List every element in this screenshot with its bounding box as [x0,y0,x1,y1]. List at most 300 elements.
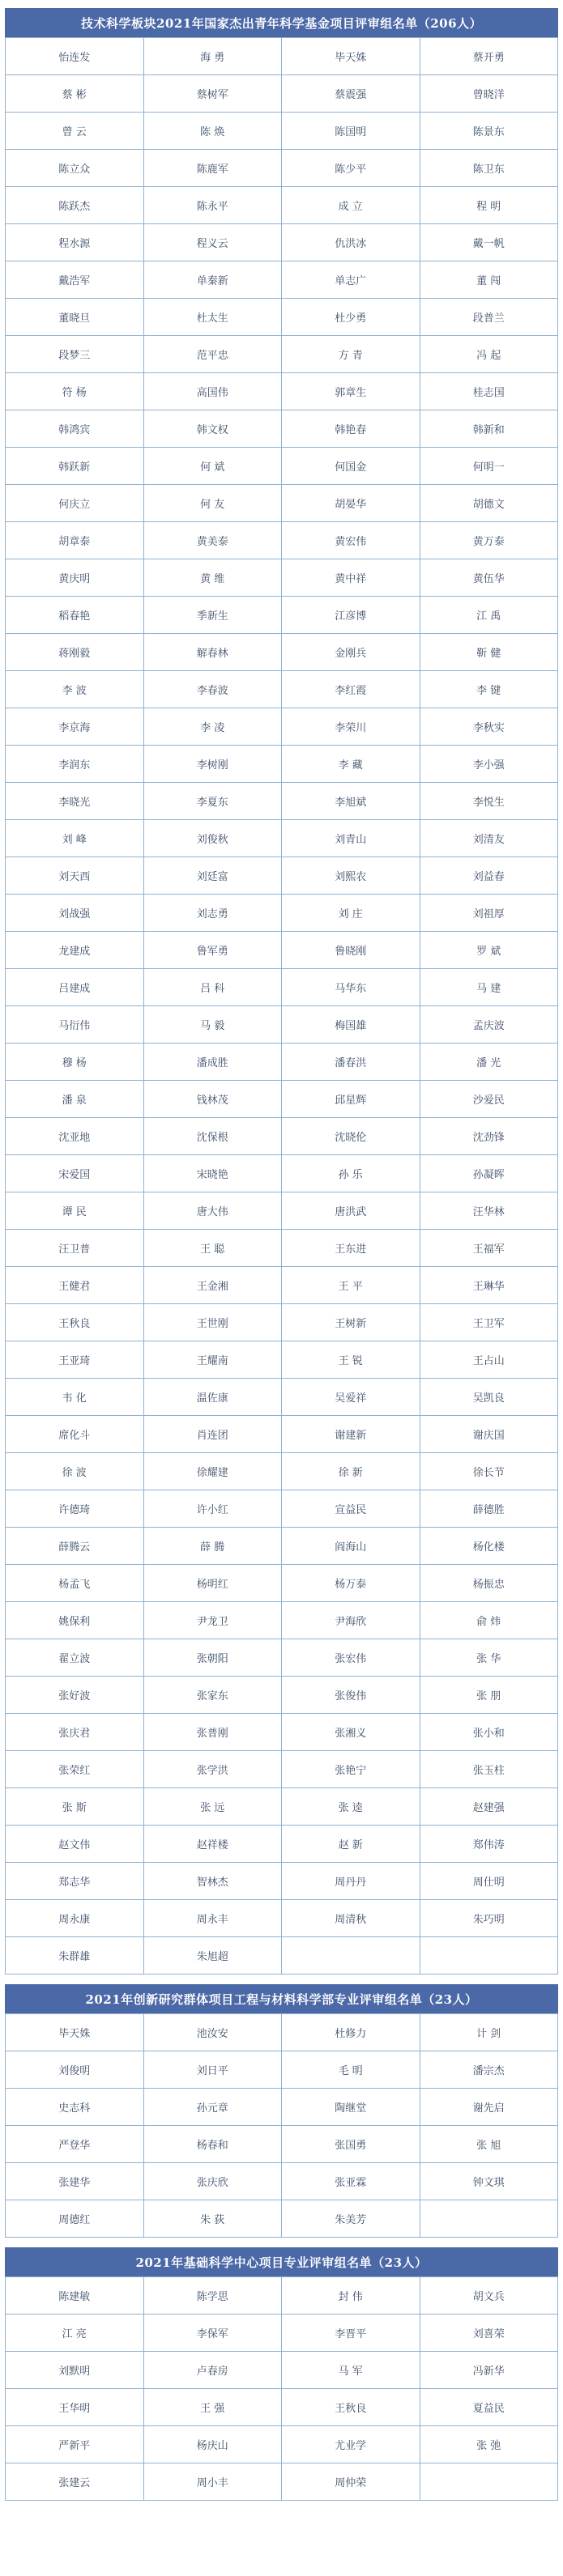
member-name-cell: 张 远 [143,1788,282,1826]
member-name-cell: 马 建 [420,969,558,1006]
member-name-cell: 周仲荣 [282,2463,420,2501]
table-row [6,1230,558,1267]
member-name-cell: 董晓旦 [6,299,144,336]
member-name-cell: 郑伟涛 [420,1826,558,1863]
member-name-cell: 鲁晓刚 [282,932,420,969]
member-name-cell [420,2463,558,2501]
table-row [6,820,558,857]
member-name-cell: 黄庆明 [6,559,144,597]
member-name-cell: 王金湘 [143,1267,282,1304]
member-name-cell: 刘 峰 [6,820,144,857]
member-name-cell: 董 闯 [420,261,558,299]
member-name-cell: 张艳宁 [282,1751,420,1788]
member-name-cell: 李旭斌 [282,783,420,820]
table-row [6,1118,558,1155]
member-name-cell: 潘宗杰 [420,2051,558,2089]
member-name-cell: 程义云 [143,224,282,261]
member-name-cell: 程 明 [420,187,558,224]
member-name-cell: 李京海 [6,708,144,746]
member-name-cell: 江彦博 [282,597,420,634]
member-name-cell: 刘 庄 [282,895,420,932]
table-row [6,1006,558,1044]
table-row [6,410,558,448]
member-name-cell: 卢春房 [143,2352,282,2389]
member-name-cell: 范平忠 [143,336,282,373]
table-row [6,2352,558,2389]
table-row [6,1453,558,1490]
member-name-cell: 蔡开勇 [420,38,558,75]
member-name-cell: 王耀南 [143,1341,282,1379]
member-name-cell: 罗 斌 [420,932,558,969]
table-row [6,224,558,261]
member-name-cell: 沙爱民 [420,1081,558,1118]
member-name-cell: 冯 起 [420,336,558,373]
table-row [6,2014,558,2051]
table-row [6,2051,558,2089]
member-name-cell: 孟庆波 [420,1006,558,1044]
member-name-cell: 沈亚地 [6,1118,144,1155]
member-name-cell: 李树刚 [143,746,282,783]
member-name-cell: 薛德胜 [420,1490,558,1528]
member-name-cell: 王琳华 [420,1267,558,1304]
member-name-cell: 靳 健 [420,634,558,671]
table-row [6,969,558,1006]
member-name-cell: 严登华 [6,2126,144,2163]
member-name-cell: 张荣红 [6,1751,144,1788]
table-row [6,1639,558,1677]
member-name-cell: 计 剑 [420,2014,558,2051]
member-name-cell: 吴爱祥 [282,1379,420,1416]
member-name-cell: 何 斌 [143,448,282,485]
member-name-cell: 张 弛 [420,2426,558,2463]
member-name-cell: 智林杰 [143,1863,282,1900]
member-name-cell: 潘 泉 [6,1081,144,1118]
member-name-cell: 杨孟飞 [6,1565,144,1602]
member-name-cell: 陈永平 [143,187,282,224]
table-row [6,1937,558,1975]
member-name-cell: 陈鹿军 [143,150,282,187]
member-name-cell: 陈景东 [420,113,558,150]
member-name-cell: 张宏伟 [282,1639,420,1677]
member-name-cell: 李夏东 [143,783,282,820]
member-name-cell: 季新生 [143,597,282,634]
member-name-cell: 陈国明 [282,113,420,150]
table-row [6,671,558,708]
table-row [6,932,558,969]
member-name-cell: 周小丰 [143,2463,282,2501]
member-name-cell: 赵建强 [420,1788,558,1826]
member-name-cell: 胡文兵 [420,2277,558,2315]
member-name-cell: 张建华 [6,2163,144,2200]
table-row [6,2200,558,2238]
member-name-cell: 何庆立 [6,485,144,522]
table-row [6,1341,558,1379]
table-row [6,1044,558,1081]
member-name-cell: 刘天西 [6,857,144,895]
member-name-cell: 李春波 [143,671,282,708]
section-title: 2021年基础科学中心项目专业评审组名单（23人） [5,2247,558,2276]
member-name-cell: 池汝安 [143,2014,282,2051]
member-name-cell: 王华明 [6,2389,144,2426]
member-name-cell [282,1937,420,1975]
member-name-cell: 沈保根 [143,1118,282,1155]
table-row [6,373,558,410]
table-row [6,634,558,671]
member-name-cell: 钟文琪 [420,2163,558,2200]
member-name-cell: 韩新和 [420,410,558,448]
member-name-cell: 杨明红 [143,1565,282,1602]
member-name-cell: 李保军 [143,2315,282,2352]
table-row [6,2163,558,2200]
member-name-cell: 刘廷富 [143,857,282,895]
member-name-cell: 段梦三 [6,336,144,373]
table-row [6,1714,558,1751]
table-row [6,1490,558,1528]
table-row [6,1677,558,1714]
member-name-cell: 周丹丹 [282,1863,420,1900]
member-name-cell: 周德红 [6,2200,144,2238]
member-name-cell: 黄中祥 [282,559,420,597]
section-title: 技术科学板块2021年国家杰出青年科学基金项目评审组名单（206人） [5,8,558,37]
member-name-cell: 陈卫东 [420,150,558,187]
member-name-cell: 谢建新 [282,1416,420,1453]
member-name-cell: 刘清友 [420,820,558,857]
member-name-cell: 吕 科 [143,969,282,1006]
member-name-cell: 张国勇 [282,2126,420,2163]
member-name-cell: 张俊伟 [282,1677,420,1714]
table-row [6,597,558,634]
member-name-cell: 姚保利 [6,1602,144,1639]
member-name-cell: 胡章泰 [6,522,144,559]
member-name-cell: 张 斯 [6,1788,144,1826]
member-name-cell: 解春林 [143,634,282,671]
table-row [6,1900,558,1937]
member-name-cell: 毕天姝 [6,2014,144,2051]
member-name-cell: 杨化楼 [420,1528,558,1565]
member-name-cell: 汪华林 [420,1192,558,1230]
member-name-cell: 许德琦 [6,1490,144,1528]
section-basic-science-center-panel [5,2247,558,2501]
member-name-cell: 张 朋 [420,1677,558,1714]
member-name-cell: 穆 杨 [6,1044,144,1081]
names-table [5,2013,558,2238]
table-row [6,1416,558,1453]
table-row [6,1788,558,1826]
member-name-cell: 唐洪武 [282,1192,420,1230]
member-name-cell: 潘 光 [420,1044,558,1081]
member-name-cell: 席化斗 [6,1416,144,1453]
member-name-cell: 王亚琦 [6,1341,144,1379]
member-name-cell: 李 藏 [282,746,420,783]
table-row [6,1602,558,1639]
member-name-cell: 刘祖厚 [420,895,558,932]
member-name-cell: 李晓光 [6,783,144,820]
table-row [6,1751,558,1788]
member-name-cell: 段普兰 [420,299,558,336]
member-name-cell: 何 友 [143,485,282,522]
member-name-cell: 张家东 [143,1677,282,1714]
page [5,0,558,2501]
member-name-cell: 单秦新 [143,261,282,299]
member-name-cell: 张普刚 [143,1714,282,1751]
member-name-cell: 李晋平 [282,2315,420,2352]
member-name-cell: 江 禹 [420,597,558,634]
member-name-cell: 王占山 [420,1341,558,1379]
table-row [6,1155,558,1192]
table-row [6,2277,558,2315]
table-row [6,1379,558,1416]
member-name-cell: 赵 新 [282,1826,420,1863]
member-name-cell: 陈 焕 [143,113,282,150]
member-name-cell: 王秋良 [6,1304,144,1341]
member-name-cell: 黄宏伟 [282,522,420,559]
member-name-cell: 宋晓艳 [143,1155,282,1192]
member-name-cell: 程水源 [6,224,144,261]
member-name-cell: 王东进 [282,1230,420,1267]
member-name-cell: 孙 乐 [282,1155,420,1192]
member-name-cell: 韩跃新 [6,448,144,485]
member-name-cell: 刘熙农 [282,857,420,895]
member-name-cell: 毛 明 [282,2051,420,2089]
member-name-cell: 黄 维 [143,559,282,597]
member-name-cell: 刘日平 [143,2051,282,2089]
member-name-cell: 王 平 [282,1267,420,1304]
member-name-cell: 唐大伟 [143,1192,282,1230]
table-row [6,1826,558,1863]
member-name-cell: 封 伟 [282,2277,420,2315]
section-title: 2021年创新研究群体项目工程与材料科学部专业评审组名单（23人） [5,1984,558,2013]
member-name-cell: 刘志勇 [143,895,282,932]
member-name-cell: 李润东 [6,746,144,783]
member-name-cell: 蔡震强 [282,75,420,113]
member-name-cell: 徐耀建 [143,1453,282,1490]
table-row [6,261,558,299]
member-name-cell: 郭章生 [282,373,420,410]
names-table [5,2276,558,2501]
member-name-cell: 黄伍华 [420,559,558,597]
table-row [6,559,558,597]
member-name-cell: 郑志华 [6,1863,144,1900]
member-name-cell: 朱 荻 [143,2200,282,2238]
member-name-cell: 朱美芳 [282,2200,420,2238]
member-name-cell: 孙元章 [143,2089,282,2126]
table-row [6,448,558,485]
section-tech-science-panel [5,8,558,1975]
member-name-cell: 蒋刚毅 [6,634,144,671]
member-name-cell: 张小和 [420,1714,558,1751]
member-name-cell: 沈晓伦 [282,1118,420,1155]
member-name-cell: 曾晓洋 [420,75,558,113]
member-name-cell: 徐 新 [282,1453,420,1490]
member-name-cell: 王 强 [143,2389,282,2426]
member-name-cell: 周永康 [6,1900,144,1937]
member-name-cell: 韩鸿宾 [6,410,144,448]
member-name-cell: 韩艳春 [282,410,420,448]
table-row [6,1267,558,1304]
member-name-cell: 张庆欣 [143,2163,282,2200]
member-name-cell: 王树新 [282,1304,420,1341]
member-name-cell: 周清秋 [282,1900,420,1937]
member-name-cell: 薛 腾 [143,1528,282,1565]
member-name-cell: 周永丰 [143,1900,282,1937]
member-name-cell: 怡连发 [6,38,144,75]
member-name-cell: 王卫军 [420,1304,558,1341]
table-row [6,1192,558,1230]
member-name-cell: 马 军 [282,2352,420,2389]
member-name-cell: 梅国雄 [282,1006,420,1044]
member-name-cell: 张建云 [6,2463,144,2501]
names-table [5,37,558,1975]
member-name-cell: 张 逵 [282,1788,420,1826]
member-name-cell: 刘俊秋 [143,820,282,857]
member-name-cell: 谢先启 [420,2089,558,2126]
table-row [6,1565,558,1602]
table-row [6,783,558,820]
member-name-cell: 刘俊明 [6,2051,144,2089]
member-name-cell: 江 亮 [6,2315,144,2352]
member-name-cell: 戴一帆 [420,224,558,261]
member-name-cell: 仇洪冰 [282,224,420,261]
member-name-cell: 张庆君 [6,1714,144,1751]
member-name-cell: 桂志国 [420,373,558,410]
member-name-cell: 刘益春 [420,857,558,895]
member-name-cell: 胡德文 [420,485,558,522]
member-name-cell: 陈立众 [6,150,144,187]
member-name-cell: 尹龙卫 [143,1602,282,1639]
member-name-cell: 肖连团 [143,1416,282,1453]
member-name-cell: 陈少平 [282,150,420,187]
table-row [6,1304,558,1341]
member-name-cell: 张亚霖 [282,2163,420,2200]
member-name-cell: 符 杨 [6,373,144,410]
member-name-cell: 鲁军勇 [143,932,282,969]
member-name-cell: 杜少勇 [282,299,420,336]
member-name-cell: 尹海欣 [282,1602,420,1639]
member-name-cell: 曾 云 [6,113,144,150]
member-name-cell: 李小强 [420,746,558,783]
member-name-cell: 周仕明 [420,1863,558,1900]
member-name-cell: 蔡树军 [143,75,282,113]
table-row [6,1863,558,1900]
member-name-cell [420,2200,558,2238]
member-name-cell: 胡晏华 [282,485,420,522]
member-name-cell: 海 勇 [143,38,282,75]
member-name-cell: 朱巧明 [420,1900,558,1937]
member-name-cell: 李荣川 [282,708,420,746]
member-name-cell: 王 锐 [282,1341,420,1379]
member-name-cell: 黄美泰 [143,522,282,559]
section-innovation-group-panel [5,1984,558,2238]
member-name-cell: 马衍伟 [6,1006,144,1044]
member-name-cell: 王健君 [6,1267,144,1304]
member-name-cell: 韦 化 [6,1379,144,1416]
member-name-cell: 李 波 [6,671,144,708]
member-name-cell: 徐长节 [420,1453,558,1490]
member-name-cell: 严新平 [6,2426,144,2463]
table-row [6,2463,558,2501]
member-name-cell: 刘青山 [282,820,420,857]
member-name-cell: 张 华 [420,1639,558,1677]
table-row [6,2089,558,2126]
table-row [6,1528,558,1565]
member-name-cell: 杨万泰 [282,1565,420,1602]
member-name-cell: 陈学思 [143,2277,282,2315]
member-name-cell: 宋爱国 [6,1155,144,1192]
member-name-cell: 吕建成 [6,969,144,1006]
member-name-cell: 王 聪 [143,1230,282,1267]
member-name-cell: 杨振忠 [420,1565,558,1602]
member-name-cell: 王秋良 [282,2389,420,2426]
member-name-cell: 宣益民 [282,1490,420,1528]
member-name-cell: 温佐康 [143,1379,282,1416]
member-name-cell: 李 键 [420,671,558,708]
member-name-cell: 何国金 [282,448,420,485]
member-name-cell: 李 凌 [143,708,282,746]
table-row [6,708,558,746]
member-name-cell: 俞 炜 [420,1602,558,1639]
member-name-cell: 潘成胜 [143,1044,282,1081]
member-name-cell: 许小红 [143,1490,282,1528]
member-name-cell: 钱林茂 [143,1081,282,1118]
table-row [6,2426,558,2463]
member-name-cell: 张玉柱 [420,1751,558,1788]
member-name-cell: 徐 波 [6,1453,144,1490]
member-name-cell: 吴凯良 [420,1379,558,1416]
member-name-cell: 陈建敏 [6,2277,144,2315]
table-row [6,150,558,187]
member-name-cell: 张湘义 [282,1714,420,1751]
member-name-cell [420,1937,558,1975]
member-name-cell: 成 立 [282,187,420,224]
member-name-cell: 李红霞 [282,671,420,708]
member-name-cell: 稻春艳 [6,597,144,634]
table-row [6,75,558,113]
member-name-cell: 史志科 [6,2089,144,2126]
member-name-cell: 谭 民 [6,1192,144,1230]
table-row [6,2315,558,2352]
table-row [6,299,558,336]
member-name-cell: 沈劲锋 [420,1118,558,1155]
member-name-cell: 刘喜荣 [420,2315,558,2352]
member-name-cell: 朱群雄 [6,1937,144,1975]
member-name-cell: 冯新华 [420,2352,558,2389]
member-name-cell: 杨庆山 [143,2426,282,2463]
member-name-cell: 毕天姝 [282,38,420,75]
member-name-cell: 王福军 [420,1230,558,1267]
table-row [6,857,558,895]
member-name-cell: 张 旭 [420,2126,558,2163]
member-name-cell: 单志广 [282,261,420,299]
table-row [6,1081,558,1118]
member-name-cell: 黄万泰 [420,522,558,559]
table-row [6,895,558,932]
member-name-cell: 李悦生 [420,783,558,820]
member-name-cell: 马 毅 [143,1006,282,1044]
member-name-cell: 何明一 [420,448,558,485]
table-row [6,485,558,522]
table-row [6,2126,558,2163]
member-name-cell: 刘默明 [6,2352,144,2389]
member-name-cell: 李秋实 [420,708,558,746]
member-name-cell: 杜太生 [143,299,282,336]
member-name-cell: 薛腾云 [6,1528,144,1565]
member-name-cell: 高国伟 [143,373,282,410]
table-row [6,2389,558,2426]
member-name-cell: 谢庆国 [420,1416,558,1453]
member-name-cell: 龙建成 [6,932,144,969]
member-name-cell: 邱星辉 [282,1081,420,1118]
member-name-cell: 汪卫普 [6,1230,144,1267]
